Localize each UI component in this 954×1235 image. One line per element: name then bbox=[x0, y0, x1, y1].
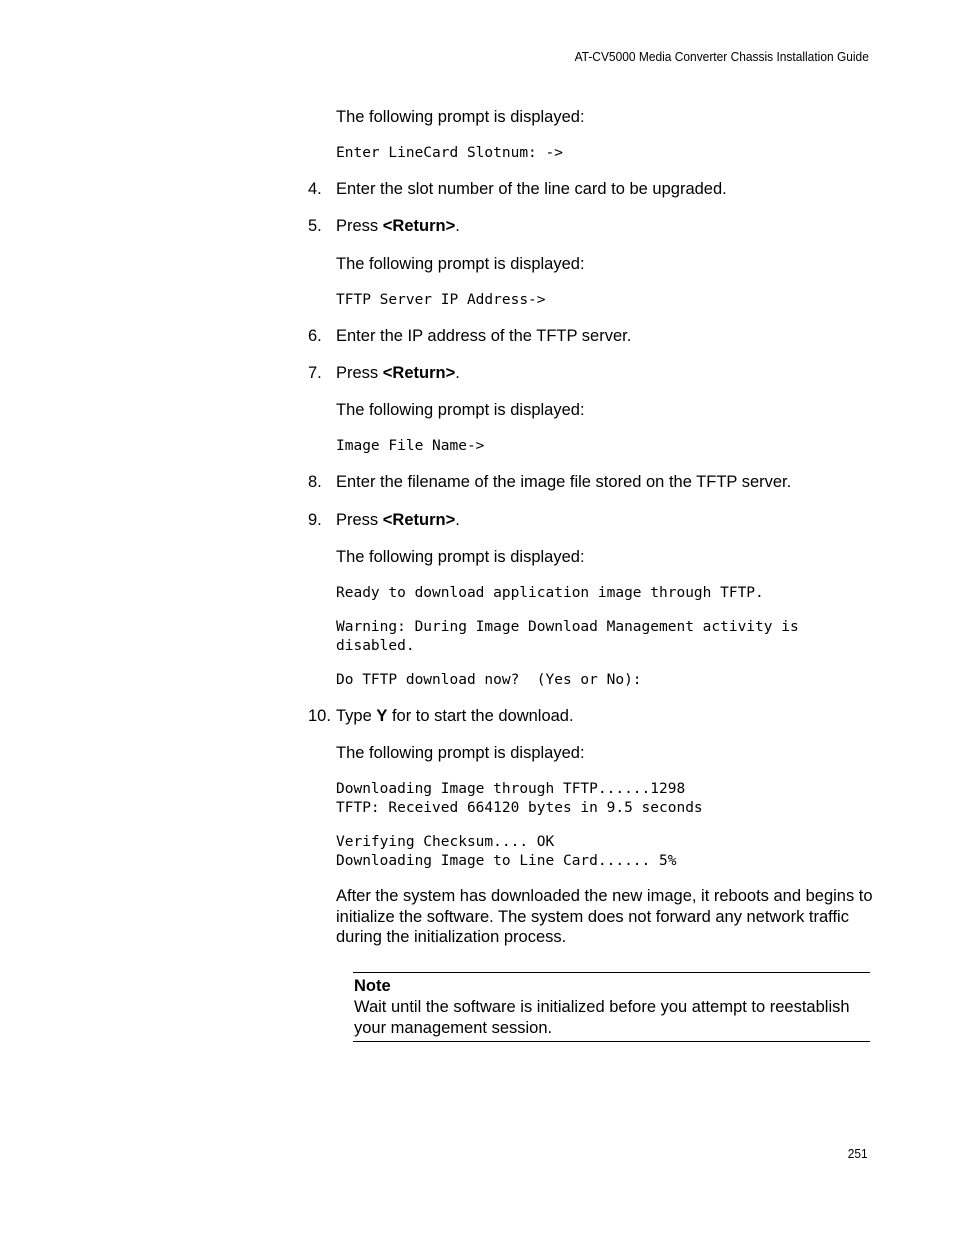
prompt-intro: The following prompt is displayed: bbox=[336, 744, 585, 762]
note-text: Wait until the software is initialized before you attempt to reestablish your management session. bbox=[354, 998, 850, 1037]
note-title: Note bbox=[354, 977, 391, 995]
page-number: 251 bbox=[848, 1146, 868, 1161]
press-suffix: . bbox=[455, 511, 460, 529]
step-9 bbox=[308, 511, 460, 530]
step-number: 10. bbox=[308, 707, 331, 725]
step-number: 7. bbox=[308, 364, 322, 382]
return-key: <Return> bbox=[382, 217, 456, 235]
step-number: 8. bbox=[308, 473, 322, 491]
press-text: Press bbox=[336, 511, 383, 529]
press-text: Press bbox=[336, 217, 383, 235]
prompt-intro: The following prompt is displayed: bbox=[336, 401, 585, 419]
step-number: 4. bbox=[308, 180, 322, 198]
step-5 bbox=[308, 217, 460, 236]
after-download-paragraph: After the system has downloaded the new image, it reboots and begins to initialize the software. The system does not forward any network traffic during the initialization process. bbox=[336, 887, 873, 946]
press-suffix: . bbox=[455, 364, 460, 382]
return-key: <Return> bbox=[382, 364, 456, 382]
code-slotnum-prompt: Enter LineCard Slotnum: -> bbox=[336, 145, 563, 161]
step-4 bbox=[308, 180, 727, 199]
code-confirm-prompt: Do TFTP download now? (Yes or No): bbox=[336, 672, 642, 688]
step-7 bbox=[308, 364, 460, 383]
code-image-name-prompt: Image File Name-> bbox=[336, 438, 485, 454]
code-download-progress: Downloading Image through TFTP......1298 TFTP: Received 664120 bytes in 9.5 seconds bbox=[336, 781, 703, 816]
step-number: 6. bbox=[308, 327, 322, 345]
step-text: Enter the filename of the image file stored on the TFTP server. bbox=[336, 473, 792, 491]
press-text: Press bbox=[336, 364, 383, 382]
running-header: AT-CV5000 Media Converter Chassis Installation Guide bbox=[574, 49, 869, 64]
step-number: 9. bbox=[308, 511, 322, 529]
press-suffix: . bbox=[455, 217, 460, 235]
prompt-intro: The following prompt is displayed: bbox=[336, 255, 585, 273]
code-warning-message: Warning: During Image Download Management activity is disabled. bbox=[336, 619, 799, 654]
code-tftp-ip-prompt: TFTP Server IP Address-> bbox=[336, 292, 546, 308]
step-10 bbox=[308, 707, 574, 726]
code-ready-message: Ready to download application image through TFTP. bbox=[336, 585, 764, 601]
type-suffix: for to start the download. bbox=[387, 707, 574, 725]
note-box bbox=[353, 972, 870, 1042]
step-text: Enter the slot number of the line card to be upgraded. bbox=[336, 180, 727, 198]
step-8 bbox=[308, 473, 791, 492]
step-number: 5. bbox=[308, 217, 322, 235]
return-key: <Return> bbox=[382, 511, 456, 529]
step-text: Enter the IP address of the TFTP server. bbox=[336, 327, 632, 345]
step-6 bbox=[308, 327, 631, 346]
prompt-intro: The following prompt is displayed: bbox=[336, 108, 585, 126]
y-key: Y bbox=[376, 707, 388, 725]
type-text: Type bbox=[336, 707, 377, 725]
code-verify-progress: Verifying Checksum.... OK Downloading Image to Line Card...... 5% bbox=[336, 834, 677, 869]
prompt-intro: The following prompt is displayed: bbox=[336, 548, 585, 566]
